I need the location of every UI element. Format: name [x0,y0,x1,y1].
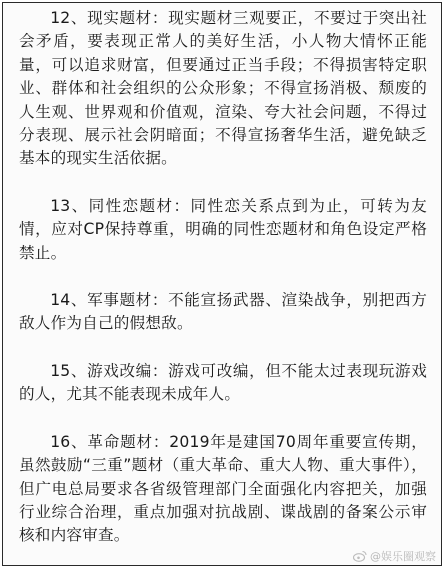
guideline-item-15 [19,360,427,407]
item-number: 12、 [50,9,88,27]
weibo-icon [353,550,367,562]
item-number: 16、 [50,432,88,451]
item-number: 14、 [50,291,88,310]
item-text: 革命题材：2019年是建国70周年重要宣传期，虽然鼓励“三重”题材（重大革命、重大人物、重大事件），但广电总局要求各省级管理部门全面强化内容把关，加强行业综合治理，重点加强对抗战剧、谍战剧的备案公示审核和内容审查。 [19,432,427,545]
guideline-item-14 [19,289,427,336]
item-number: 15、 [50,361,88,380]
guideline-item-12 [19,7,427,171]
item-text: 同性恋题材：同性恋关系点到为止，可转为友情，应对CP保持尊重，明确的同性恋题材和角色设定严格禁止。 [19,196,427,262]
item-number: 13、 [50,196,89,215]
guideline-item-16 [19,431,427,548]
watermark-text: @娱乐圈观察 [370,550,436,563]
item-text: 游戏改编：游戏可改编，但不能太过表现玩游戏的人，尤其不能表现未成年人。 [19,361,427,404]
watermark [353,548,436,564]
item-text: 军事题材：不能宣扬武器、渲染战争，别把西方敌人作为自己的假想敌。 [19,291,427,333]
guideline-item-13 [19,195,427,265]
item-text: 现实题材：现实题材三观要正，不要过于突出社会矛盾，要表现正常人的美好生活，小人物大情怀正能量，可以追求财富，但要通过正当手段；不得损害特定职业、群体和社会组织的公众形象；不得宣扬消极、颓废的人生观、世界观和价值观，渲染、夸大社会问题，不得过分表现、展示社会阴暗面；不得宣扬奢华生活，避免缺乏基本的现实生活依据。 [19,9,427,168]
document-page [2,2,442,566]
